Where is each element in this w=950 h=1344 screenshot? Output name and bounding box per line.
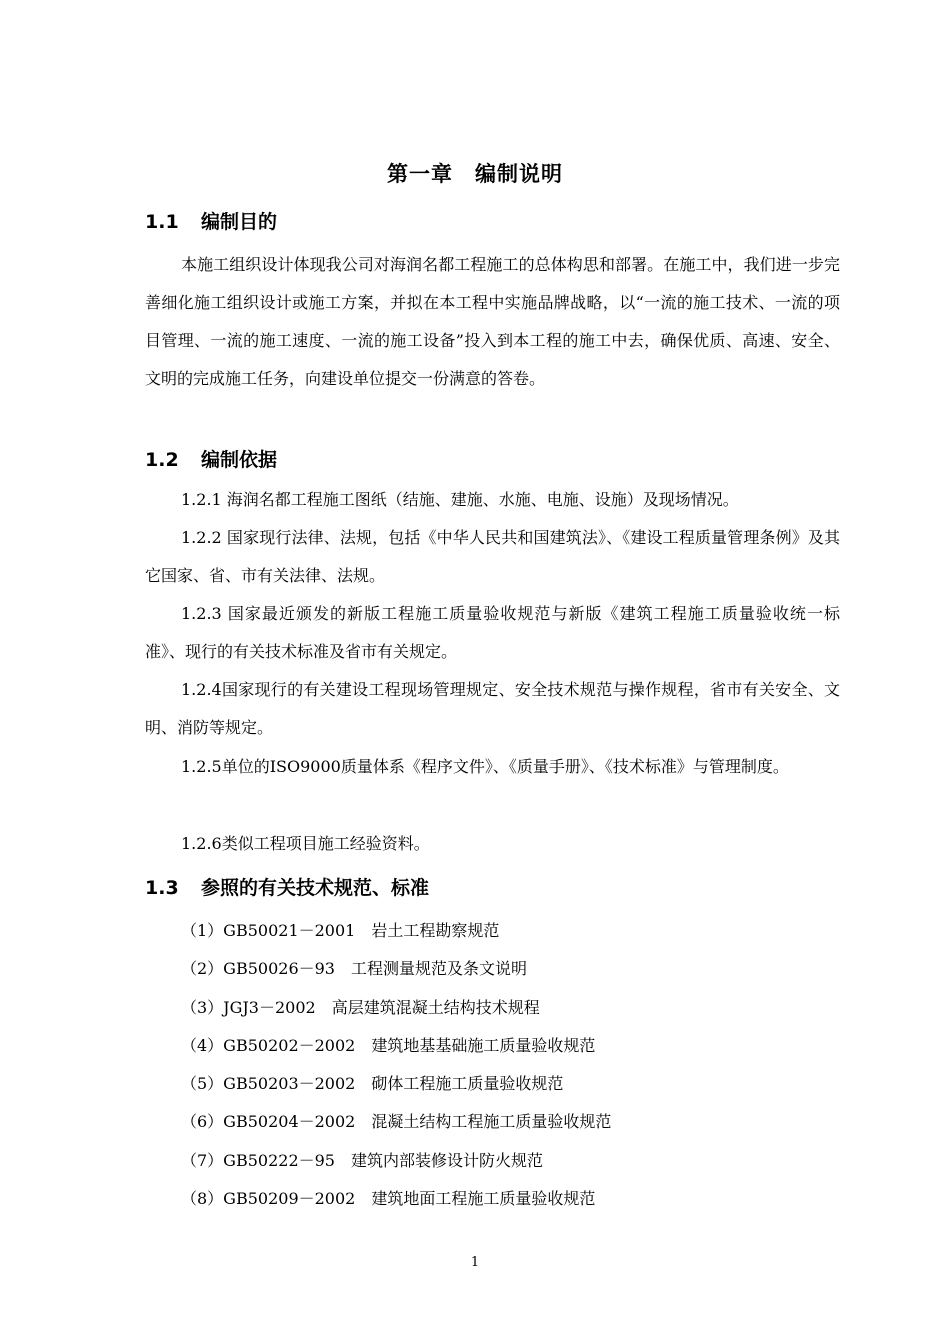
purpose-paragraph: 本施工组织设计体现我公司对海润名都工程施工的总体构思和部署。在施工中，我们进一步完善细化施工组织设计或施工方案，并拟在本工程中实施品牌战略，以“一流的施工技术、一流的项目管理、一流的施工速度、一流的施工设备”投入到本工程的施工中去，确保优质、高速、安全、文明的完成施工任务，向建设单位提交一份满意的答卷。 [145, 255, 840, 388]
section-number: 1.1 [145, 211, 179, 233]
standard-item-6: （6）GB50204－2002 混凝土结构工程施工质量验收规范 [181, 1112, 612, 1131]
section-number: 1.2 [145, 449, 179, 471]
section-title: 参照的有关技术规范、标准 [201, 877, 430, 899]
basis-item-3: 1.2.3 国家最近颁发的新版工程施工质量验收规范与新版《建筑工程施工质量验收统一标准》、现行的有关技术标准及省市有关规定。 [145, 604, 840, 661]
section-heading-1-2 [145, 445, 277, 472]
standard-item-8: （8）GB50209－2002 建筑地面工程施工质量验收规范 [181, 1189, 596, 1208]
basis-item-5: 1.2.5单位的ISO9000质量体系《程序文件》、《质量手册》、《技术标准》与管理制度。 [181, 757, 789, 776]
chapter-title: 第一章 编制说明 [387, 162, 563, 186]
standard-item-3: （3）JGJ3－2002 高层建筑混凝土结构技术规程 [181, 998, 540, 1017]
section-heading-1-1 [145, 207, 277, 234]
basis-item-6: 1.2.6类似工程项目施工经验资料。 [181, 834, 430, 853]
standard-item-2: （2）GB50026－93 工程测量规范及条文说明 [181, 959, 527, 978]
basis-item-1: 1.2.1 海润名都工程施工图纸（结施、建施、水施、电施、设施）及现场情况。 [181, 490, 739, 509]
section-heading-1-3 [145, 873, 429, 900]
standard-item-1: （1）GB50021－2001 岩土工程勘察规范 [181, 921, 500, 940]
basis-item-4: 1.2.4国家现行的有关建设工程现场管理规定、安全技术规范与操作规程，省市有关安全、文明、消防等规定。 [145, 680, 840, 737]
section-number: 1.3 [145, 877, 179, 899]
section-title: 编制依据 [201, 449, 278, 471]
standard-item-5: （5）GB50203－2002 砌体工程施工质量验收规范 [181, 1074, 564, 1093]
page-number: 1 [470, 1255, 480, 1270]
basis-item-2: 1.2.2 国家现行法律、法规，包括《中华人民共和国建筑法》、《建设工程质量管理条例》及其它国家、省、市有关法律、法规。 [145, 528, 840, 585]
standard-item-4: （4）GB50202－2002 建筑地基基础施工质量验收规范 [181, 1036, 596, 1055]
section-title: 编制目的 [201, 211, 278, 233]
standard-item-7: （7）GB50222－95 建筑内部装修设计防火规范 [181, 1151, 543, 1170]
